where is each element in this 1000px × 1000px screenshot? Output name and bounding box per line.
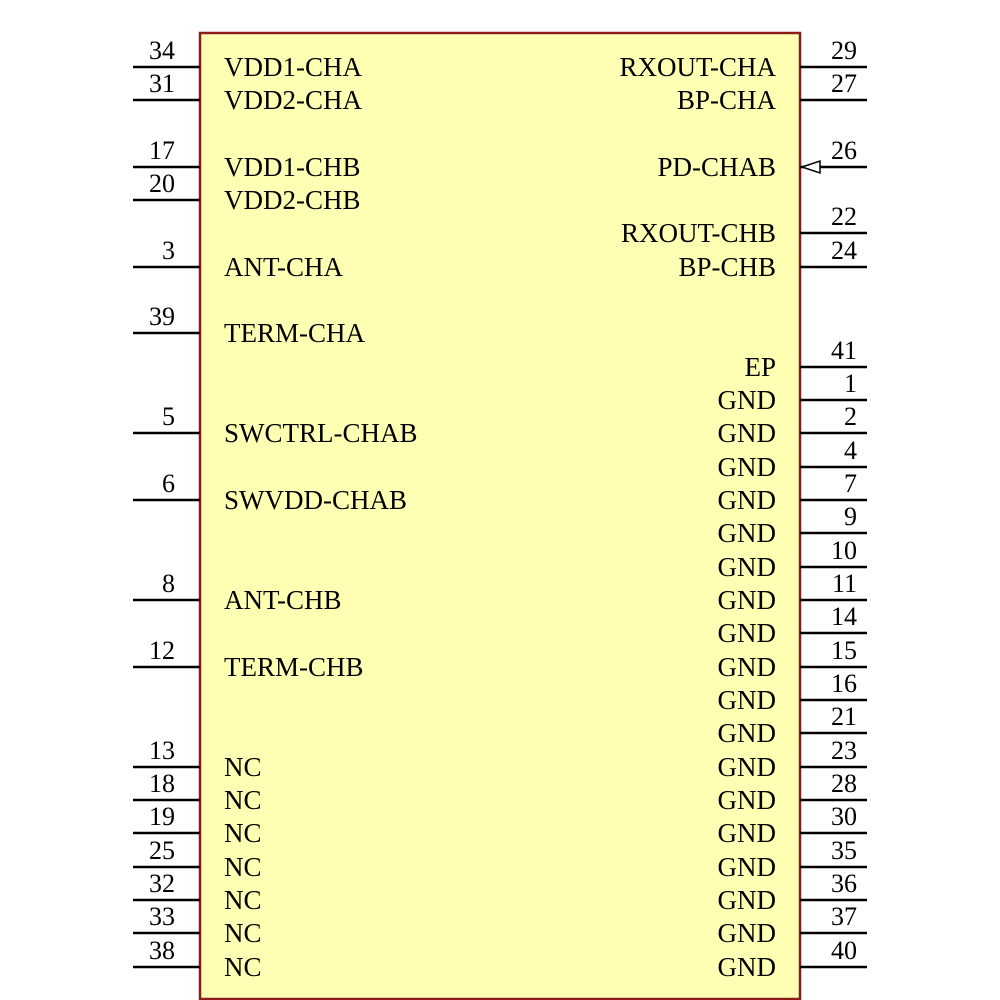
pin-number: 27 [831, 69, 857, 98]
pin-number: 8 [162, 569, 175, 598]
pin-label-rxout-chb: RXOUT-CHB [620, 218, 776, 248]
pin-number: 11 [831, 569, 857, 598]
pin-label-term-cha: TERM-CHA [224, 318, 365, 348]
pin-number: 2 [844, 402, 857, 431]
pin-label-gnd: GND [717, 652, 776, 682]
pin-number: 33 [149, 902, 175, 931]
pin-number: 37 [831, 902, 857, 931]
pin-number: 29 [831, 36, 857, 65]
pin-number: 9 [844, 502, 857, 531]
input-arrow-icon [802, 161, 820, 173]
pin-label-gnd: GND [717, 852, 776, 882]
pin-number: 4 [844, 436, 857, 465]
pin-label-ep: EP [744, 352, 776, 382]
pin-number: 13 [149, 736, 175, 765]
pin-number: 19 [149, 802, 175, 831]
pin-label-gnd: GND [717, 485, 776, 515]
pin-label-gnd: GND [717, 785, 776, 815]
pin-label-gnd: GND [717, 618, 776, 648]
pin-number: 24 [831, 236, 857, 265]
pin-number: 12 [149, 636, 175, 665]
pin-number: 20 [149, 169, 175, 198]
pin-label-gnd: GND [717, 685, 776, 715]
pin-number: 7 [844, 469, 857, 498]
pin-label-gnd: GND [717, 585, 776, 615]
pin-label-nc: NC [224, 918, 262, 948]
pin-label-rxout-cha: RXOUT-CHA [619, 52, 776, 82]
pin-number: 36 [831, 869, 857, 898]
pin-label-nc: NC [224, 752, 262, 782]
pin-label-gnd: GND [717, 385, 776, 415]
pin-label-vdd1-cha: VDD1-CHA [224, 52, 362, 82]
pin-label-ant-chb: ANT-CHB [224, 585, 342, 615]
pin-label-vdd1-chb: VDD1-CHB [224, 152, 361, 182]
pin-label-pd-chab: PD-CHAB [657, 152, 776, 182]
pin-label-gnd: GND [717, 452, 776, 482]
pin-number: 21 [831, 702, 857, 731]
pin-number: 39 [149, 302, 175, 331]
pin-number: 5 [162, 402, 175, 431]
pin-number: 22 [831, 202, 857, 231]
pin-number: 15 [831, 636, 857, 665]
pin-label-nc: NC [224, 952, 262, 982]
pin-number: 16 [831, 669, 857, 698]
pin-number: 34 [149, 36, 175, 65]
pin-number: 6 [162, 469, 175, 498]
pin-label-nc: NC [224, 885, 262, 915]
pin-label-nc: NC [224, 852, 262, 882]
pin-label-bp-chb: BP-CHB [678, 252, 776, 282]
pin-number: 3 [162, 236, 175, 265]
pin-number: 40 [831, 936, 857, 965]
pin-label-gnd: GND [717, 952, 776, 982]
pin-label-swvdd-chab: SWVDD-CHAB [224, 485, 408, 515]
pin-label-vdd2-cha: VDD2-CHA [224, 85, 362, 115]
pin-number: 35 [831, 836, 857, 865]
pin-label-gnd: GND [717, 518, 776, 548]
pin-number: 32 [149, 869, 175, 898]
pin-label-gnd: GND [717, 885, 776, 915]
pin-label-ant-cha: ANT-CHA [224, 252, 344, 282]
pin-number: 23 [831, 736, 857, 765]
pin-label-gnd: GND [717, 418, 776, 448]
pin-number: 31 [149, 69, 175, 98]
pin-label-term-chb: TERM-CHB [224, 652, 364, 682]
pin-label-nc: NC [224, 818, 262, 848]
pin-label-vdd2-chb: VDD2-CHB [224, 185, 361, 215]
pin-label-nc: NC [224, 785, 262, 815]
pin-number: 30 [831, 802, 857, 831]
pin-label-gnd: GND [717, 818, 776, 848]
pin-number: 38 [149, 936, 175, 965]
pin-number: 25 [149, 836, 175, 865]
pin-label-swctrl-chab: SWCTRL-CHAB [224, 418, 418, 448]
pin-number: 26 [831, 136, 857, 165]
pin-label-gnd: GND [717, 718, 776, 748]
pin-number: 17 [149, 136, 175, 165]
pin-label-gnd: GND [717, 918, 776, 948]
pin-number: 14 [831, 602, 857, 631]
pin-label-bp-cha: BP-CHA [676, 85, 776, 115]
pin-number: 10 [831, 536, 857, 565]
pin-number: 41 [831, 336, 857, 365]
pin-label-gnd: GND [717, 752, 776, 782]
pin-number: 1 [844, 369, 857, 398]
pin-label-gnd: GND [717, 552, 776, 582]
pin-number: 28 [831, 769, 857, 798]
pin-number: 18 [149, 769, 175, 798]
